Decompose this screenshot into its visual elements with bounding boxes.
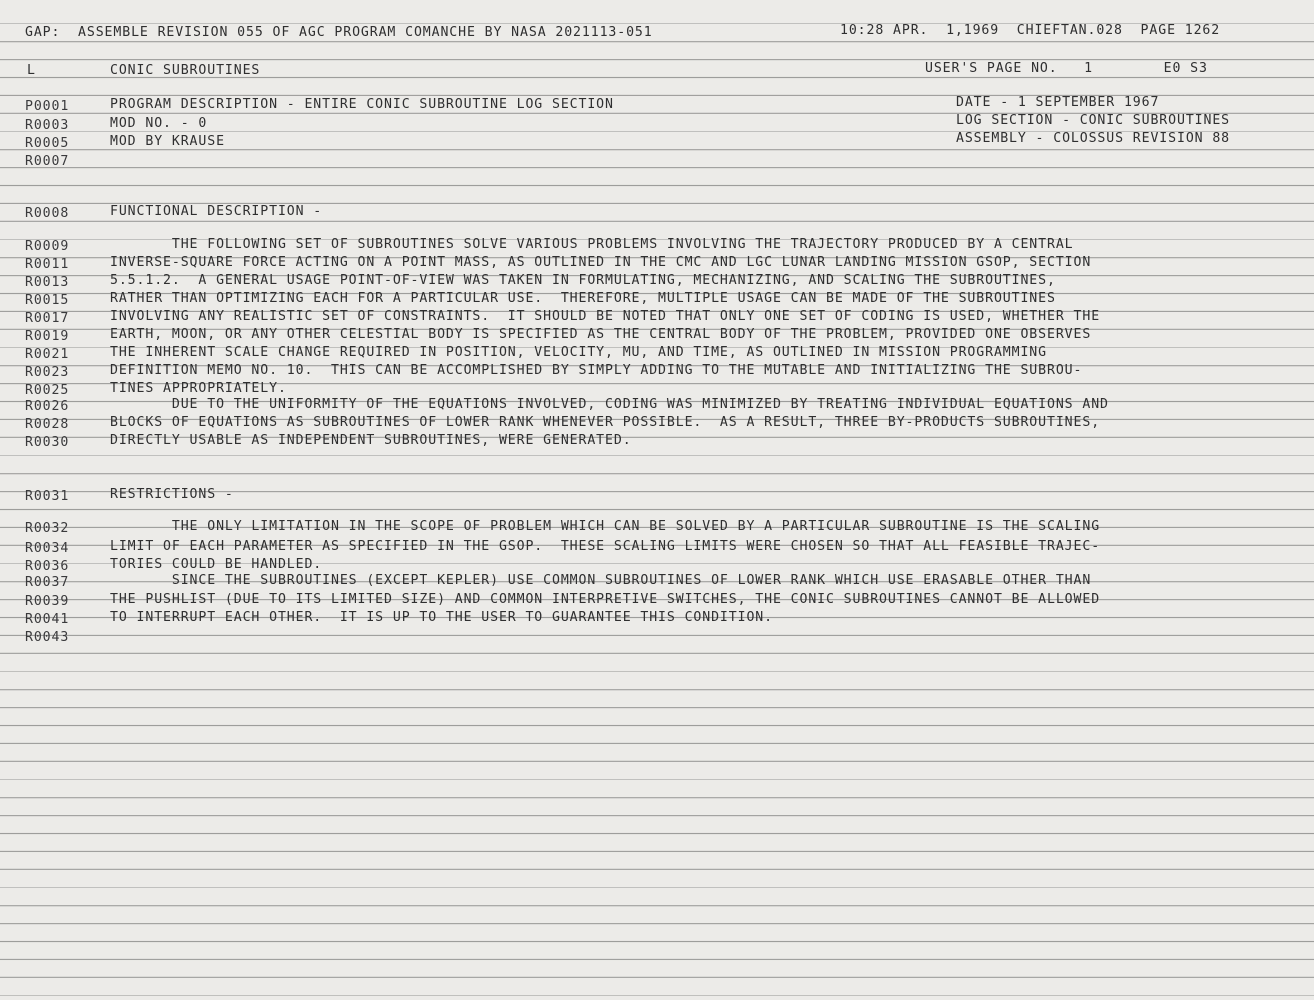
line-text: RATHER THAN OPTIMIZING EACH FOR A PARTICULAR USE. THEREFORE, MULTIPLE USAGE CAN BE MADE OF THE SUBROUTINES (110, 291, 1056, 306)
line-text: THE FOLLOWING SET OF SUBROUTINES SOLVE VARIOUS PROBLEMS INVOLVING THE TRAJECTORY PRODUCED BY A CENTRAL (110, 237, 1074, 252)
line-number: R0043 (25, 630, 70, 645)
line-text: DEFINITION MEMO NO. 10. THIS CAN BE ACCOMPLISHED BY SIMPLY ADDING TO THE MUTABLE AND INITIALIZING THE SUBROU- (110, 363, 1083, 378)
line-text: TINES APPROPRIATELY. (110, 381, 287, 396)
line-number: R0023 (25, 365, 70, 380)
line-number: R0021 (25, 347, 70, 362)
line-text: MOD NO. - 0 (110, 116, 208, 131)
line-number: P0001 (25, 99, 70, 114)
line-text: RESTRICTIONS - (110, 487, 234, 502)
line-number: R0025 (25, 383, 70, 398)
line-number: R0003 (25, 118, 70, 133)
line-number: R0034 (25, 541, 70, 556)
line-text: EARTH, MOON, OR ANY OTHER CELESTIAL BODY IS SPECIFIED AS THE CENTRAL BODY OF THE PROBLEM, PROVIDED ONE OBSERVES (110, 327, 1092, 342)
line-number: R0030 (25, 435, 70, 450)
line-number: R0037 (25, 575, 70, 590)
line-text: TORIES COULD BE HANDLED. (110, 557, 323, 572)
line-number: R0026 (25, 399, 70, 414)
log-section-info: LOG SECTION - CONIC SUBROUTINES (956, 113, 1231, 128)
line-number: R0028 (25, 417, 70, 432)
line-text: THE INHERENT SCALE CHANGE REQUIRED IN POSITION, VELOCITY, MU, AND TIME, AS OUTLINED IN MISSION PROGRAMMING (110, 345, 1047, 360)
line-number: R0007 (25, 154, 70, 169)
listing-tag: L (27, 63, 36, 78)
line-text: TO INTERRUPT EACH OTHER. IT IS UP TO THE USER TO GUARANTEE THIS CONDITION. (110, 610, 773, 625)
line-text: BLOCKS OF EQUATIONS AS SUBROUTINES OF LOWER RANK WHENEVER POSSIBLE. AS A RESULT, THREE BY-PRODUCTS SUBROUTINES, (110, 415, 1101, 430)
line-text: DIRECTLY USABLE AS INDEPENDENT SUBROUTINES, WERE GENERATED. (110, 433, 632, 448)
line-number: R0013 (25, 275, 70, 290)
line-text: SINCE THE SUBROUTINES (EXCEPT KEPLER) USE COMMON SUBROUTINES OF LOWER RANK WHICH USE ERASABLE OTHER THAN (110, 573, 1092, 588)
line-number: R0008 (25, 206, 70, 221)
assembly-info: ASSEMBLY - COLOSSUS REVISION 88 (956, 131, 1231, 146)
page-header-left: GAP: ASSEMBLE REVISION 055 OF AGC PROGRAM COMANCHE BY NASA 2021113-051 (25, 25, 653, 40)
line-number: R0019 (25, 329, 70, 344)
line-number: R0017 (25, 311, 70, 326)
users-page-number: USER'S PAGE NO. 1 E0 S3 (925, 61, 1208, 76)
line-number: R0005 (25, 136, 70, 151)
line-number: R0011 (25, 257, 70, 272)
line-text: FUNCTIONAL DESCRIPTION - (110, 204, 323, 219)
line-number: R0015 (25, 293, 70, 308)
line-text: THE ONLY LIMITATION IN THE SCOPE OF PROBLEM WHICH CAN BE SOLVED BY A PARTICULAR SUBROUTINE IS THE SCALING (110, 519, 1101, 534)
line-text: LIMIT OF EACH PARAMETER AS SPECIFIED IN THE GSOP. THESE SCALING LIMITS WERE CHOSEN SO THAT ALL FEASIBLE TRAJEC- (110, 539, 1101, 554)
line-number: R0039 (25, 594, 70, 609)
section-title: CONIC SUBROUTINES (110, 63, 261, 78)
date-info: DATE - 1 SEPTEMBER 1967 (956, 95, 1160, 110)
line-number: R0036 (25, 559, 70, 574)
line-number: R0009 (25, 239, 70, 254)
line-text: INVERSE-SQUARE FORCE ACTING ON A POINT MASS, AS OUTLINED IN THE CMC AND LGC LUNAR LANDING MISSION GSOP, SECTION (110, 255, 1092, 270)
line-number: R0031 (25, 489, 70, 504)
line-text: 5.5.1.2. A GENERAL USAGE POINT-OF-VIEW WAS TAKEN IN FORMULATING, MECHANIZING, AND SCALING THE SUBROUTINES, (110, 273, 1056, 288)
page-header-right: 10:28 APR. 1,1969 CHIEFTAN.028 PAGE 1262 (840, 23, 1221, 38)
line-text: PROGRAM DESCRIPTION - ENTIRE CONIC SUBROUTINE LOG SECTION (110, 97, 614, 112)
line-text: MOD BY KRAUSE (110, 134, 225, 149)
line-number: R0032 (25, 521, 70, 536)
line-text: INVOLVING ANY REALISTIC SET OF CONSTRAINTS. IT SHOULD BE NOTED THAT ONLY ONE SET OF CODING IS USED, WHETHER THE (110, 309, 1101, 324)
line-number: R0041 (25, 612, 70, 627)
line-text: DUE TO THE UNIFORMITY OF THE EQUATIONS INVOLVED, CODING WAS MINIMIZED BY TREATING INDIVIDUAL EQUATIONS AND (110, 397, 1109, 412)
line-text: THE PUSHLIST (DUE TO ITS LIMITED SIZE) AND COMMON INTERPRETIVE SWITCHES, THE CONIC SUBROUTINES CANNOT BE ALLOWED (110, 592, 1101, 607)
